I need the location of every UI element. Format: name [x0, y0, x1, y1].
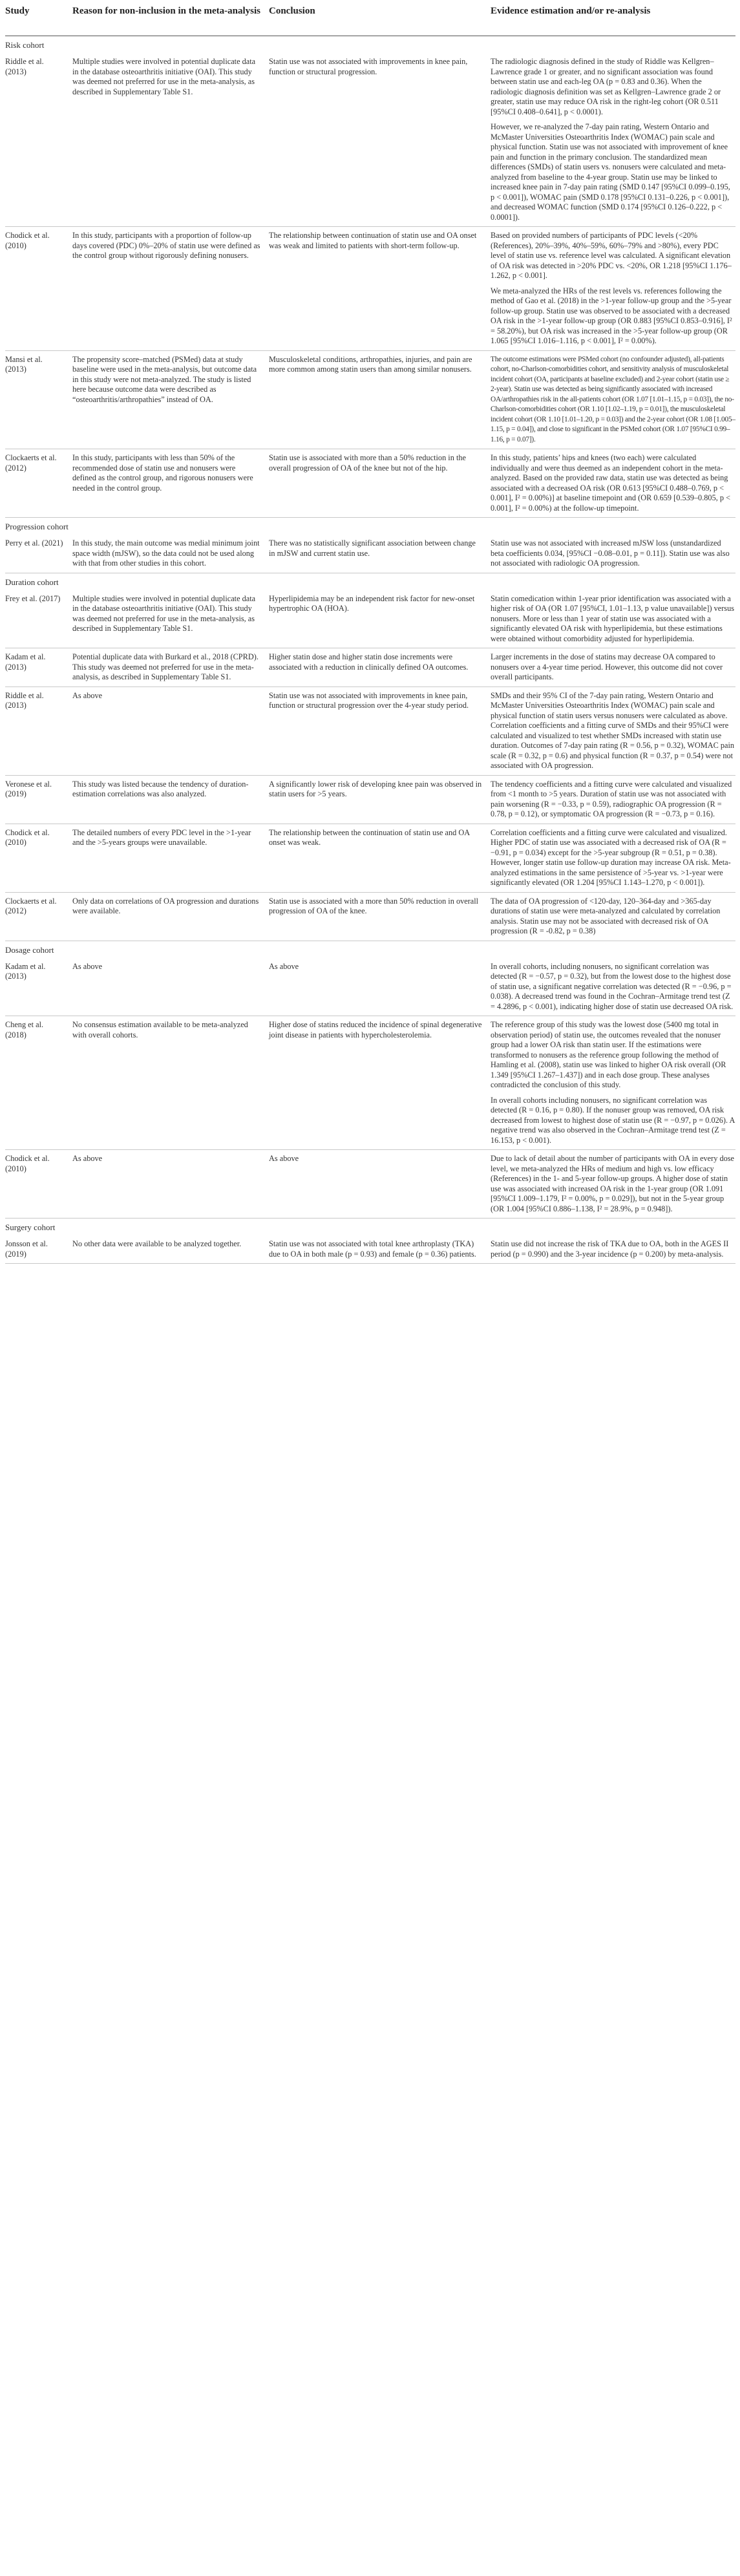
header-evidence: Evidence estimation and/or re-analysis	[491, 6, 651, 16]
conclusion-cell: Statin use was not associated with improvements in knee pain, function or structural progression.	[269, 57, 468, 76]
reason-cell: Potential duplicate data with Burkard et al., 2018 (CPRD). This study was deemed not preferred for use in the meta-analysis, as described in Supplementary Table S1.	[72, 652, 259, 681]
table-body	[5, 36, 735, 1264]
reason-cell: This study was listed because the tendency of duration-estimation correlations was also analyzed.	[72, 779, 249, 798]
conclusion-cell: Higher statin dose and higher statin dose increments were associated with a reduction in clinically defined OA outcomes.	[269, 652, 469, 672]
evidence-cell	[491, 691, 735, 771]
header-conclusion: Conclusion	[269, 6, 315, 16]
table-row	[5, 535, 735, 573]
evidence-paragraph: Larger increments in the dose of statins may decrease OA compared to nonusers over a 4-year time period. However, this outcome did not cover overall participants.	[491, 652, 723, 681]
evidence-cell	[491, 828, 735, 888]
table-row	[5, 958, 735, 1017]
reason-cell: In this study, participants with a proportion of follow-up days covered (PDC) 0%–20% of statin use were defined as the control group without rigorously defining nonusers.	[72, 231, 260, 260]
evidence-paragraph: The tendency coefficients and a fitting curve were calculated and visualized from <1 month to >5 years. Duration of statin use was not associated with pain worsening (R = −0.33, p = 0.59), radiographic OA progression (R = 0.78, p = 0.12), or symptomatic OA progression (R = −0.73, p = 0.16).	[491, 779, 732, 818]
evidence-paragraph: In this study, patients’ hips and knees (two each) were calculated individually and were thus deemed as an independent cohort in the meta-analyzed. Based on the provided raw data, statin use was detected as being associated with a decreased OA risk (OR 0.613 [95%CI 0.488–0.769, p < 0.001], I² = 0.00%)] at baseline timepoint and (OR 0.659 [0.539–0.805, p < 0.001], I² = 0.00%) at the follow-up timepoint.	[491, 453, 731, 513]
study-cell: Perry et al. (2021)	[5, 538, 63, 548]
table-row	[5, 53, 735, 227]
reason-cell: In this study, participants with less than 50% of the recommended dose of statin use and nonusers were defined as the control group, and rigorous nonusers were needed in the control group.	[72, 453, 253, 493]
conclusion-cell: Statin use is associated with a more than 50% reduction in overall progression of OA of the knee.	[269, 896, 479, 915]
study-cell: Kadam et al. (2013)	[5, 652, 46, 672]
study-cell: Jonsson et al. (2019)	[5, 1239, 48, 1259]
section-heading: Duration cohort	[5, 577, 59, 587]
table-row	[5, 687, 735, 776]
evidence-cell	[491, 1154, 735, 1214]
header-reason: Reason for non-inclusion in the meta-analysis	[72, 6, 261, 16]
table-row	[5, 1235, 735, 1264]
evidence-cell	[491, 1020, 735, 1145]
evidence-cell	[491, 57, 735, 222]
study-cell: Cheng et al. (2018)	[5, 1020, 44, 1039]
evidence-paragraph: The outcome estimations were PSMed cohort (no confounder adjusted), all-patients cohort, no-Charlson-comorbidities cohort, and sensitivity analysis of musculoskeletal incident cohort (OA, participants at baseline excluded) and 2-year cohort (statin use ≥ 2-year). Statin use was detected as being significantly associated with increased OA/arthropathies risk in the all-patients cohort (OR 1.07 [1.01–1.15, p = 0.03]), the no-Charlson-comorbidities cohort (OR 1.10 [1.02–1.19, p = 0.01]), the musculoskeletal incident cohort (OR 1.10 [1.01–1.20, p = 0.03]) and the 2-year cohort (OR 1.08 [1.005–1.15, p = 0.04]), and close to significant in the PSMed cohort (OR 1.07 [95%CI 0.99–1.16, p = 0.07]).	[491, 355, 735, 443]
reason-cell: As above	[72, 1154, 103, 1163]
study-cell: Chodick et al. (2010)	[5, 231, 50, 250]
evidence-cell	[491, 355, 735, 445]
table-row	[5, 351, 735, 450]
conclusion-cell: Statin use is associated with more than a 50% reduction in the overall progression of OA of the knee but not of the hip.	[269, 453, 466, 473]
study-cell: Riddle et al. (2013)	[5, 57, 44, 76]
evidence-cell	[491, 652, 735, 683]
reason-cell: Only data on correlations of OA progression and durations were available.	[72, 896, 259, 915]
table-row	[5, 893, 735, 941]
table-row	[5, 227, 735, 351]
evidence-cell	[491, 780, 735, 820]
table-row	[5, 1150, 735, 1219]
conclusion-cell: As above	[269, 1154, 299, 1163]
evidence-table	[5, 0, 735, 1264]
conclusion-cell: Higher dose of statins reduced the incidence of spinal degenerative joint disease in patients with hypercholesterolemia.	[269, 1020, 482, 1039]
conclusion-cell: The relationship between the continuation of statin use and OA onset was weak.	[269, 827, 470, 847]
evidence-cell	[491, 897, 735, 937]
study-cell: Veronese et al. (2019)	[5, 779, 52, 798]
evidence-paragraph: Statin comedication within 1-year prior identification was associated with a higher risk of OA (OR 1.07 [95%CI, 1.01–1.13, p value unavailable]) versus nonusers. More or less than 1 year of statin use was associated with a significantly elevated OA risk with hyperlipidemia, but these estimations were obtained without comorbidity adjusted for hyperlipidemia.	[491, 593, 735, 643]
table-row	[5, 776, 735, 824]
conclusion-cell: The relationship between continuation of statin use and OA onset was weak and limited to patients with short-term follow-up.	[269, 231, 477, 250]
reason-cell: No other data were available to be analyzed together.	[72, 1239, 242, 1248]
reason-cell: In this study, the main outcome was medial minimum joint space width (mJSW), so the data could not be used along with that from other studies in this cohort.	[72, 538, 260, 568]
reason-cell: Multiple studies were involved in potential duplicate data in the database osteoarthritis initiative (OAI). This study was deemed not preferred for use in the meta-analysis, as described in Supplementary Table S1.	[72, 57, 256, 96]
conclusion-cell: A significantly lower risk of developing knee pain was observed in statin users for >5 years.	[269, 779, 482, 798]
evidence-paragraph: In overall cohorts, including nonusers, no significant correlation was detected (R = −0.57, p = 0.32), but from the lowest dose to the highest dose of statin use, a significant negative correlation was detected (R = −0.96, p = 0.038). A decreased trend was found in the Cochran–Armitage trend test (Z = 4.2896, p < 0.001), indicating higher dose of statin use decreased OA risk.	[491, 961, 734, 1011]
study-cell: Chodick et al. (2010)	[5, 827, 50, 847]
evidence-paragraph: SMDs and their 95% CI of the 7-day pain rating, Western Ontario and McMaster Universities Osteoarthritis Index (WOMAC) pain scale and physical function of statin users versus nonusers were calculated as above. Correlation coefficients and a fitting curve of SMDs and their 95%CI were calculated and visualized to test whether SMDs increased with statin use duration. Outcomes of 7-day pain rating (R = 0.56, p = 0.32), WOMAC pain scale (R = 0.32, p = 0.6) and physical function (R = 0.37, p = 0.54) were not associated with OA progression.	[491, 690, 735, 770]
evidence-cell	[491, 453, 735, 513]
conclusion-cell: There was no statistically significant association between change in mJSW and current statin use.	[269, 538, 476, 558]
evidence-paragraph: Due to lack of detail about the number of participants with OA in every dose level, we meta-analyzed the HRs of medium and high vs. low efficacy (References) in the 1- and 5-year follow-up groups. A higher dose of statin use was associated with increased OA risk in the 1-year group (OR 1.091 [95%CI 1.009–1.179, I² = 0.00%, p = 0.029]), but not in the 5-year group (OR 1.004 [95%CI 0.886–1.138, I² = 28.9%, p = 0.948]).	[491, 1154, 735, 1213]
conclusion-cell: Statin use was not associated with total knee arthroplasty (TKA) due to OA in both male (p = 0.93) and female (p = 0.36) patients.	[269, 1239, 476, 1259]
reason-cell: As above	[72, 690, 103, 700]
evidence-cell	[491, 231, 735, 346]
table-row	[5, 590, 735, 649]
evidence-paragraph: We meta-analyzed the HRs of the rest levels vs. references following the method of Gao et al. (2018) in the >1-year follow-up group and the >5-year follow-up group. Statin use was observed to be associated with a decreased OA risk in the >1-year follow-up group (OR 0.883 [95%CI 0.853–0.916], I² = 58.20%), but OA risk was increased in the >5-year follow-up group (OR 1.065 [95%CI 1.016–1.116, p < 0.001], I² = 0.00%).	[491, 286, 732, 345]
evidence-paragraph: Based on provided numbers of participants of PDC levels (<20% (References), 20%–39%, 40%–59%, 60%–79% and >80%), every PDC level of statin use vs. reference level was calculated. A significant elevation of OA risk was detected in >20% PDC vs. <20%, OR 1.218 [95%CI 1.176–1.262, p < 0.001].	[491, 231, 732, 280]
reason-cell: The detailed numbers of every PDC level in the >1-year and the >5-years groups were unavailable.	[72, 827, 251, 847]
evidence-cell	[491, 538, 735, 569]
conclusion-cell: Hyperlipidemia may be an independent risk factor for new-onset hypertrophic OA (HOA).	[269, 593, 475, 613]
conclusion-cell: Statin use was not associated with improvements in knee pain, function or structural progression over the 4-year study period.	[269, 690, 469, 710]
table-row	[5, 1016, 735, 1150]
table-row	[5, 824, 735, 893]
study-cell: Clockaerts et al. (2012)	[5, 896, 57, 915]
section-heading: Risk cohort	[5, 40, 45, 50]
study-cell: Mansi et al. (2013)	[5, 354, 43, 374]
section-heading: Progression cohort	[5, 522, 69, 531]
table-row	[5, 648, 735, 687]
evidence-paragraph: The data of OA progression of <120-day, 120–364-day and >365-day durations of statin use were meta-analyzed and calculated by correlation analysis. Statin use may not be associated with decreased risk of OA progression (R = -0.82, p = 0.38)	[491, 896, 721, 935]
section-heading: Surgery cohort	[5, 1222, 56, 1232]
evidence-paragraph: The radiologic diagnosis defined in the study of Riddle was Kellgren–Lawrence grade 1 or greater, and no significant association was found between statin use and each-leg OA (p = 0.83 and 0.36). When the radiologic diagnosis definition was set as Kellgren–Lawrence grade 2 or greater, statin use may reduce OA risk in the right-leg cohort (OR 0.511 [95%CI 0.408–0.641], p < 0.0001).	[491, 57, 721, 116]
study-cell: Clockaerts et al. (2012)	[5, 453, 57, 473]
table-row	[5, 449, 735, 518]
study-cell: Frey et al. (2017)	[5, 593, 61, 603]
study-cell: Riddle et al. (2013)	[5, 690, 44, 710]
section-heading: Dosage cohort	[5, 944, 54, 955]
study-cell: Kadam et al. (2013)	[5, 961, 46, 981]
evidence-paragraph: In overall cohorts including nonusers, no significant correlation was detected (R = 0.16, p = 0.80). If the nonuser group was removed, OA risk decreased from lowest to highest dose of statin use (R = −0.97, p = 0.026). A negative trend was also observed in the Cochran–Armitage trend test (Z = 16.153, p < 0.001).	[491, 1095, 735, 1145]
reason-cell: As above	[72, 961, 103, 971]
header-study: Study	[5, 6, 30, 16]
table-header	[5, 0, 735, 36]
study-cell: Chodick et al. (2010)	[5, 1154, 50, 1173]
evidence-paragraph: Correlation coefficients and a fitting curve were calculated and visualized. Higher PDC of statin use was associated with a decreased risk of OA (R = −0.91, p = 0.034) except for the >5-year subgroup (R = 0.51, p = 0.38). However, longer statin use follow-up duration may increase OA risk. Meta-analyzed estimations in the same persistence of >5-year vs. >1-year were significantly elevated (OR 1.204 [95%CI 1.143–1.270, p < 0.001]).	[491, 827, 731, 887]
evidence-paragraph: However, we re-analyzed the 7-day pain rating, Western Ontario and McMaster Universities Osteoarthritis Index (WOMAC) pain scale and physical function. Statin use was not associated with improvement of knee pain and function in the primary conclusion. The standardized mean differences (SMDs) of statin users vs. nonusers were calculated and meta-analyzed from baseline to the 4-year group. Statin use may be linked to increased knee pain in 7-day pain rating (SMD 0.147 [95%CI 0.099–0.195, p < 0.001]), WOMAC pain (SMD 0.178 [95%CI 0.131–0.226, p < 0.001]), and decreased WOMAC function (SMD 0.174 [95%CI 0.126–0.222, p < 0.0001]).	[491, 122, 730, 222]
evidence-paragraph: Statin use did not increase the risk of TKA due to OA, both in the AGES II period (p = 0.990) and the 3-year incidence (p = 0.200) by meta-analysis.	[491, 1239, 729, 1259]
reason-cell: The propensity score–matched (PSMed) data at study baseline were used in the meta-analysis, but outcome data in this study were not meta-analyzed. The study is listed here because outcome data were described as “osteoarthritis/arthropathies” instead of OA.	[72, 354, 257, 404]
reason-cell: No consensus estimation available to be meta-analyzed with overall cohorts.	[72, 1020, 248, 1039]
evidence-cell	[491, 594, 735, 644]
reason-cell: Multiple studies were involved in potential duplicate data in the database osteoarthritis initiative (OAI). This study was deemed not preferred for use in the meta-analysis, as described in Supplementary Table S1.	[72, 593, 256, 633]
evidence-cell	[491, 962, 735, 1012]
conclusion-cell: Musculoskeletal conditions, arthropathies, injuries, and pain are more common among statin users than among similar nonusers.	[269, 354, 472, 374]
evidence-paragraph: Statin use was not associated with increased mJSW loss (unstandardized beta coefficients 0.034, [95%CI −0.08–0.01, p = 0.11]). Statin use was also not associated with radiologic OA progression.	[491, 538, 730, 568]
evidence-paragraph: The reference group of this study was the lowest dose (5400 mg total in observation period) of statin use, the outcomes revealed that the nonuser group had a lower OA risk than statin user. If the estimations were transformed to nonusers as the reference group following the method of Hamling et al. (2008), statin use was linked to higher OA risk overall (OR 1.349 [95%CI 1.267–1.437]) and in each dose group. These analyses contradicted the conclusion of this study.	[491, 1020, 726, 1089]
evidence-cell	[491, 1239, 735, 1259]
conclusion-cell: As above	[269, 961, 299, 971]
